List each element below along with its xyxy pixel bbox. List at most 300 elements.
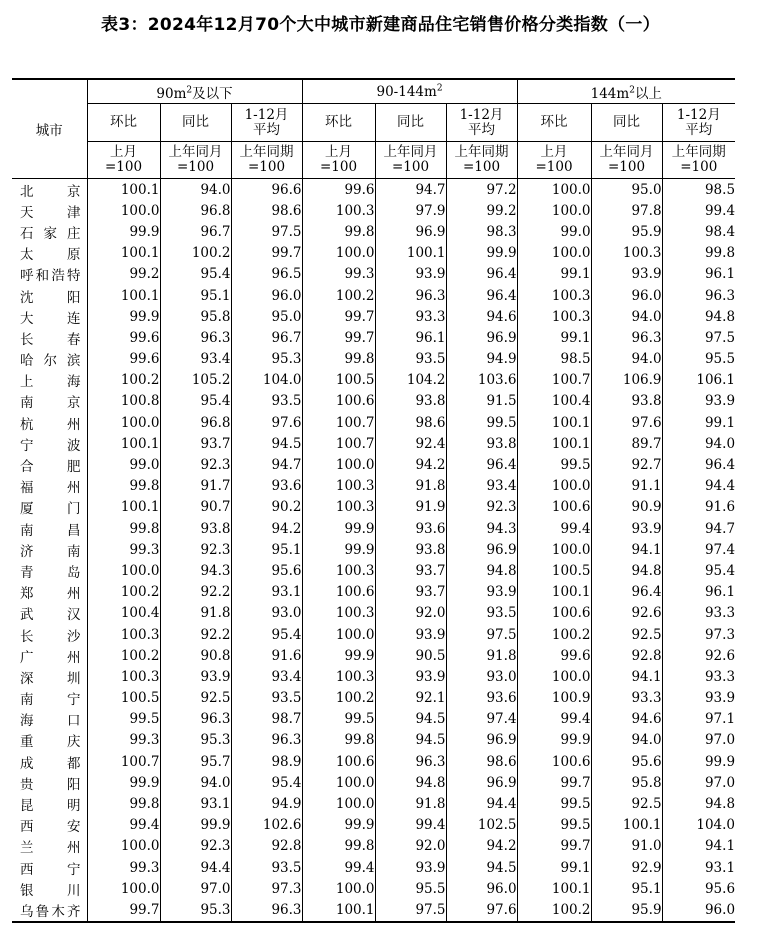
- value-large-yoy: 100.1: [591, 815, 662, 836]
- value-large-ytd: 95.5: [662, 349, 735, 370]
- value-large-ytd: 91.6: [662, 497, 735, 518]
- value-small-yoy: 105.2: [160, 370, 231, 391]
- table-row: [12, 221, 735, 242]
- value-medium-yoy: 93.7: [375, 582, 446, 603]
- value-large-ytd: 97.5: [662, 327, 735, 348]
- table-header: [12, 79, 735, 179]
- value-large-yoy: 97.8: [591, 200, 662, 221]
- value-medium-mom: 100.5: [302, 370, 375, 391]
- table-row: [12, 454, 735, 475]
- value-small-yoy: 99.9: [160, 815, 231, 836]
- value-small-yoy: 94.0: [160, 179, 231, 201]
- value-small-mom: 100.2: [87, 370, 160, 391]
- value-medium-mom: 100.0: [302, 772, 375, 793]
- value-medium-ytd: 93.8: [446, 433, 517, 454]
- value-small-ytd: 94.7: [231, 454, 302, 475]
- city-name: 成都: [20, 755, 81, 772]
- value-small-ytd: 98.6: [231, 200, 302, 221]
- value-large-mom: 100.0: [517, 666, 591, 687]
- value-small-ytd: 95.4: [231, 772, 302, 793]
- value-large-yoy: 97.6: [591, 412, 662, 433]
- city-name: 哈尔滨: [20, 353, 81, 370]
- value-medium-ytd: 93.0: [446, 666, 517, 687]
- value-medium-ytd: 99.9: [446, 243, 517, 264]
- value-small-mom: 99.4: [87, 815, 160, 836]
- value-large-yoy: 95.1: [591, 878, 662, 899]
- value-medium-ytd: 91.8: [446, 645, 517, 666]
- value-small-mom: 100.3: [87, 624, 160, 645]
- value-large-yoy: 92.8: [591, 645, 662, 666]
- table-row: [12, 349, 735, 370]
- value-small-ytd: 97.5: [231, 221, 302, 242]
- value-large-mom: 100.5: [517, 560, 591, 581]
- value-large-mom: 99.7: [517, 772, 591, 793]
- value-large-yoy: 94.6: [591, 709, 662, 730]
- value-large-yoy: 91.0: [591, 836, 662, 857]
- value-medium-ytd: 96.9: [446, 539, 517, 560]
- value-large-yoy: 92.9: [591, 857, 662, 878]
- city-name: 呼和浩特: [20, 268, 81, 285]
- value-medium-yoy: 98.6: [375, 412, 446, 433]
- table-row: [12, 200, 735, 221]
- city-column-header: 城市: [12, 79, 87, 179]
- value-small-mom: 100.0: [87, 412, 160, 433]
- value-medium-mom: 99.4: [302, 857, 375, 878]
- table-row: [12, 624, 735, 645]
- table-row: [12, 518, 735, 539]
- value-medium-mom: 100.3: [302, 200, 375, 221]
- value-large-yoy: 95.9: [591, 899, 662, 921]
- value-small-mom: 99.8: [87, 476, 160, 497]
- value-small-ytd: 93.6: [231, 476, 302, 497]
- base-header-ytd: 上年同期 =100: [231, 142, 302, 179]
- value-small-mom: 100.1: [87, 497, 160, 518]
- value-small-ytd: 95.6: [231, 560, 302, 581]
- value-medium-mom: 100.3: [302, 666, 375, 687]
- value-large-yoy: 92.5: [591, 624, 662, 645]
- city-name: 天津: [20, 204, 81, 221]
- metric-header-ytd: 1-12月 平均: [446, 104, 517, 142]
- value-small-mom: 100.1: [87, 433, 160, 454]
- table-row: [12, 793, 735, 814]
- value-large-ytd: 96.1: [662, 582, 735, 603]
- value-medium-mom: 100.3: [302, 476, 375, 497]
- table-row: [12, 264, 735, 285]
- value-medium-ytd: 97.6: [446, 899, 517, 921]
- value-small-mom: 99.8: [87, 793, 160, 814]
- value-large-ytd: 99.9: [662, 751, 735, 772]
- value-medium-yoy: 92.0: [375, 603, 446, 624]
- value-large-mom: 99.9: [517, 730, 591, 751]
- value-large-mom: 99.5: [517, 793, 591, 814]
- value-small-ytd: 98.9: [231, 751, 302, 772]
- value-large-yoy: 95.9: [591, 221, 662, 242]
- value-large-yoy: 93.9: [591, 518, 662, 539]
- value-large-yoy: 94.1: [591, 666, 662, 687]
- value-large-yoy: 94.8: [591, 560, 662, 581]
- value-small-ytd: 94.5: [231, 433, 302, 454]
- value-small-ytd: 90.2: [231, 497, 302, 518]
- value-medium-ytd: 94.9: [446, 349, 517, 370]
- value-small-yoy: 93.1: [160, 793, 231, 814]
- value-medium-yoy: 93.7: [375, 560, 446, 581]
- table-row: [12, 412, 735, 433]
- value-small-ytd: 96.0: [231, 285, 302, 306]
- value-medium-yoy: 97.9: [375, 200, 446, 221]
- metric-header-ytd: 1-12月 平均: [231, 104, 302, 142]
- city-name: 西安: [20, 819, 81, 836]
- value-small-mom: 99.0: [87, 454, 160, 475]
- value-small-mom: 99.6: [87, 327, 160, 348]
- value-large-mom: 100.6: [517, 603, 591, 624]
- table-row: [12, 899, 735, 921]
- metric-header-yoy: 同比: [591, 104, 662, 142]
- value-small-ytd: 93.5: [231, 857, 302, 878]
- value-small-ytd: 97.6: [231, 412, 302, 433]
- value-medium-mom: 99.9: [302, 645, 375, 666]
- table-row: [12, 285, 735, 306]
- value-small-yoy: 92.3: [160, 454, 231, 475]
- value-large-ytd: 93.1: [662, 857, 735, 878]
- table-row: [12, 688, 735, 709]
- base-header-mom: 上月 =100: [87, 142, 160, 179]
- value-small-yoy: 93.8: [160, 518, 231, 539]
- value-small-ytd: 93.4: [231, 666, 302, 687]
- city-name: 昆明: [20, 798, 81, 815]
- value-large-mom: 99.1: [517, 327, 591, 348]
- value-medium-yoy: 94.5: [375, 730, 446, 751]
- value-small-ytd: 91.6: [231, 645, 302, 666]
- value-large-ytd: 97.0: [662, 730, 735, 751]
- city-name: 南昌: [20, 522, 81, 539]
- value-medium-yoy: 94.5: [375, 709, 446, 730]
- value-small-ytd: 94.9: [231, 793, 302, 814]
- city-name: 南宁: [20, 692, 81, 709]
- value-medium-yoy: 93.9: [375, 264, 446, 285]
- value-medium-yoy: 96.1: [375, 327, 446, 348]
- value-medium-yoy: 97.5: [375, 899, 446, 921]
- table-row: [12, 709, 735, 730]
- value-small-yoy: 91.8: [160, 603, 231, 624]
- base-header-yoy: 上年同月 =100: [160, 142, 231, 179]
- value-small-mom: 99.7: [87, 899, 160, 921]
- value-small-ytd: 96.3: [231, 730, 302, 751]
- value-large-ytd: 94.7: [662, 518, 735, 539]
- value-small-mom: 99.9: [87, 221, 160, 242]
- value-small-yoy: 95.3: [160, 730, 231, 751]
- base-header-mom: 上月 =100: [517, 142, 591, 179]
- city-name: 厦门: [20, 501, 81, 518]
- city-name: 广州: [20, 649, 81, 666]
- value-medium-mom: 100.0: [302, 454, 375, 475]
- value-medium-mom: 100.3: [302, 497, 375, 518]
- value-medium-yoy: 96.9: [375, 221, 446, 242]
- value-small-yoy: 93.9: [160, 666, 231, 687]
- value-small-yoy: 96.7: [160, 221, 231, 242]
- value-small-ytd: 93.0: [231, 603, 302, 624]
- value-large-mom: 100.1: [517, 433, 591, 454]
- value-large-mom: 100.6: [517, 497, 591, 518]
- value-small-ytd: 95.3: [231, 349, 302, 370]
- table-row: [12, 327, 735, 348]
- value-large-mom: 100.0: [517, 179, 591, 201]
- value-small-yoy: 96.8: [160, 412, 231, 433]
- value-small-mom: 100.4: [87, 603, 160, 624]
- value-small-ytd: 99.7: [231, 243, 302, 264]
- value-small-mom: 99.8: [87, 518, 160, 539]
- table-row: [12, 539, 735, 560]
- value-small-mom: 99.3: [87, 857, 160, 878]
- value-medium-ytd: 94.2: [446, 836, 517, 857]
- value-small-ytd: 93.1: [231, 582, 302, 603]
- value-large-ytd: 99.8: [662, 243, 735, 264]
- city-name: 重庆: [20, 734, 81, 751]
- value-small-ytd: 93.5: [231, 688, 302, 709]
- table-row: [12, 878, 735, 899]
- table-row: [12, 560, 735, 581]
- value-large-ytd: 93.3: [662, 603, 735, 624]
- base-header-row: [12, 142, 735, 179]
- value-large-mom: 100.0: [517, 243, 591, 264]
- value-medium-mom: 100.6: [302, 751, 375, 772]
- value-medium-ytd: 96.9: [446, 730, 517, 751]
- value-small-yoy: 95.7: [160, 751, 231, 772]
- metric-header-mom: 环比: [302, 104, 375, 142]
- city-name: 杭州: [20, 416, 81, 433]
- value-medium-yoy: 93.8: [375, 539, 446, 560]
- value-medium-ytd: 97.4: [446, 709, 517, 730]
- value-large-mom: 100.0: [517, 476, 591, 497]
- price-index-table: [12, 78, 735, 923]
- value-medium-ytd: 97.5: [446, 624, 517, 645]
- value-large-ytd: 94.0: [662, 433, 735, 454]
- value-medium-mom: 100.3: [302, 603, 375, 624]
- value-small-ytd: 104.0: [231, 370, 302, 391]
- value-large-ytd: 106.1: [662, 370, 735, 391]
- table-body: [12, 179, 735, 922]
- value-small-ytd: 96.5: [231, 264, 302, 285]
- value-small-mom: 100.1: [87, 179, 160, 201]
- value-medium-ytd: 94.3: [446, 518, 517, 539]
- value-medium-mom: 100.0: [302, 243, 375, 264]
- value-medium-ytd: 103.6: [446, 370, 517, 391]
- value-large-yoy: 90.9: [591, 497, 662, 518]
- value-large-yoy: 92.7: [591, 454, 662, 475]
- value-medium-mom: 99.9: [302, 539, 375, 560]
- city-name: 长春: [20, 331, 81, 348]
- value-large-ytd: 94.1: [662, 836, 735, 857]
- value-medium-ytd: 92.3: [446, 497, 517, 518]
- value-medium-mom: 100.0: [302, 878, 375, 899]
- value-small-ytd: 96.7: [231, 327, 302, 348]
- city-name: 南京: [20, 395, 81, 412]
- table-row: [12, 645, 735, 666]
- group-header-small: $90m^2$及以下: [87, 79, 302, 104]
- table-row: [12, 391, 735, 412]
- value-large-yoy: 95.0: [591, 179, 662, 201]
- value-medium-yoy: 92.1: [375, 688, 446, 709]
- value-medium-mom: 100.0: [302, 793, 375, 814]
- value-medium-yoy: 93.5: [375, 349, 446, 370]
- value-small-yoy: 95.4: [160, 391, 231, 412]
- table-row: [12, 772, 735, 793]
- value-large-ytd: 94.8: [662, 306, 735, 327]
- metric-header-mom: 环比: [517, 104, 591, 142]
- city-name: 合肥: [20, 459, 81, 476]
- base-header-ytd: 上年同期 =100: [662, 142, 735, 179]
- city-name: 海口: [20, 713, 81, 730]
- value-large-mom: 100.2: [517, 899, 591, 921]
- value-medium-mom: 99.7: [302, 306, 375, 327]
- value-medium-mom: 100.7: [302, 412, 375, 433]
- value-small-yoy: 95.4: [160, 264, 231, 285]
- value-medium-ytd: 98.3: [446, 221, 517, 242]
- value-large-ytd: 92.6: [662, 645, 735, 666]
- city-name: 沈阳: [20, 289, 81, 306]
- value-medium-mom: 100.0: [302, 624, 375, 645]
- value-large-yoy: 93.9: [591, 264, 662, 285]
- value-small-yoy: 92.2: [160, 582, 231, 603]
- value-medium-yoy: 99.4: [375, 815, 446, 836]
- value-small-ytd: 97.3: [231, 878, 302, 899]
- value-small-mom: 100.5: [87, 688, 160, 709]
- value-large-mom: 99.6: [517, 645, 591, 666]
- value-small-yoy: 95.3: [160, 899, 231, 921]
- value-medium-mom: 100.6: [302, 582, 375, 603]
- page-title: 表3：2024年12月70个大中城市新建商品住宅销售价格分类指数（一）: [101, 15, 660, 35]
- value-medium-yoy: 100.1: [375, 243, 446, 264]
- city-name: 北京: [20, 183, 81, 200]
- value-large-mom: 99.7: [517, 836, 591, 857]
- value-medium-ytd: 91.5: [446, 391, 517, 412]
- value-large-mom: 100.1: [517, 582, 591, 603]
- city-name: 武汉: [20, 607, 81, 624]
- value-medium-yoy: 92.0: [375, 836, 446, 857]
- value-large-mom: 100.9: [517, 688, 591, 709]
- value-small-mom: 100.3: [87, 666, 160, 687]
- value-small-ytd: 102.6: [231, 815, 302, 836]
- metric-header-row: [12, 104, 735, 142]
- table-row: [12, 179, 735, 201]
- value-small-yoy: 100.2: [160, 243, 231, 264]
- value-small-yoy: 90.7: [160, 497, 231, 518]
- value-large-ytd: 94.8: [662, 793, 735, 814]
- value-medium-ytd: 94.6: [446, 306, 517, 327]
- value-medium-ytd: 96.4: [446, 454, 517, 475]
- value-large-mom: 100.3: [517, 306, 591, 327]
- value-medium-ytd: 97.2: [446, 179, 517, 201]
- value-medium-ytd: 93.5: [446, 603, 517, 624]
- value-medium-mom: 100.3: [302, 560, 375, 581]
- value-large-ytd: 93.9: [662, 391, 735, 412]
- value-large-mom: 99.1: [517, 264, 591, 285]
- value-large-ytd: 104.0: [662, 815, 735, 836]
- metric-header-ytd: 1-12月 平均: [662, 104, 735, 142]
- value-large-mom: 99.5: [517, 454, 591, 475]
- value-medium-yoy: 92.4: [375, 433, 446, 454]
- city-name: 上海: [20, 374, 81, 391]
- city-name: 宁波: [20, 437, 81, 454]
- value-medium-ytd: 98.6: [446, 751, 517, 772]
- value-small-mom: 100.1: [87, 243, 160, 264]
- value-small-ytd: 95.0: [231, 306, 302, 327]
- city-name: 石家庄: [20, 225, 81, 242]
- value-medium-ytd: 96.4: [446, 285, 517, 306]
- value-large-yoy: 95.6: [591, 751, 662, 772]
- value-medium-ytd: 96.9: [446, 327, 517, 348]
- value-large-mom: 100.4: [517, 391, 591, 412]
- city-name: 大连: [20, 310, 81, 327]
- value-large-yoy: 93.3: [591, 688, 662, 709]
- value-medium-yoy: 93.9: [375, 857, 446, 878]
- value-small-ytd: 93.5: [231, 391, 302, 412]
- value-large-mom: 99.0: [517, 221, 591, 242]
- value-large-ytd: 96.0: [662, 899, 735, 921]
- value-large-mom: 100.2: [517, 624, 591, 645]
- value-large-ytd: 96.4: [662, 454, 735, 475]
- value-medium-yoy: 90.5: [375, 645, 446, 666]
- value-medium-yoy: 93.9: [375, 666, 446, 687]
- value-medium-mom: 100.7: [302, 433, 375, 454]
- group-header-large: $144m^2$以上: [517, 79, 735, 104]
- value-large-ytd: 97.1: [662, 709, 735, 730]
- value-medium-mom: 99.8: [302, 730, 375, 751]
- value-large-yoy: 91.1: [591, 476, 662, 497]
- value-small-yoy: 93.7: [160, 433, 231, 454]
- value-medium-mom: 99.8: [302, 836, 375, 857]
- value-medium-mom: 99.8: [302, 349, 375, 370]
- value-large-ytd: 97.3: [662, 624, 735, 645]
- value-medium-yoy: 93.3: [375, 306, 446, 327]
- value-large-mom: 99.5: [517, 815, 591, 836]
- group-header-medium: $90-144m^2$: [302, 79, 517, 104]
- base-header-yoy: 上年同月 =100: [591, 142, 662, 179]
- value-large-yoy: 96.3: [591, 327, 662, 348]
- value-small-yoy: 91.7: [160, 476, 231, 497]
- table-row: [12, 815, 735, 836]
- value-small-mom: 100.2: [87, 645, 160, 666]
- city-name: 太原: [20, 247, 81, 264]
- table-row: [12, 730, 735, 751]
- value-large-yoy: 93.8: [591, 391, 662, 412]
- value-small-mom: 100.0: [87, 200, 160, 221]
- value-medium-yoy: 93.6: [375, 518, 446, 539]
- value-medium-yoy: 94.8: [375, 772, 446, 793]
- table-row: [12, 370, 735, 391]
- value-large-mom: 100.3: [517, 285, 591, 306]
- value-medium-ytd: 96.4: [446, 264, 517, 285]
- value-medium-yoy: 93.9: [375, 624, 446, 645]
- value-small-mom: 100.7: [87, 751, 160, 772]
- value-small-ytd: 96.3: [231, 899, 302, 921]
- table-row: [12, 243, 735, 264]
- value-large-yoy: 94.1: [591, 539, 662, 560]
- value-large-ytd: 95.4: [662, 560, 735, 581]
- city-name: 郑州: [20, 586, 81, 603]
- value-small-yoy: 92.5: [160, 688, 231, 709]
- table-row: [12, 582, 735, 603]
- city-name: 青岛: [20, 564, 81, 581]
- value-large-ytd: 97.0: [662, 772, 735, 793]
- value-medium-ytd: 93.6: [446, 688, 517, 709]
- value-medium-ytd: 102.5: [446, 815, 517, 836]
- value-medium-yoy: 94.2: [375, 454, 446, 475]
- value-medium-mom: 100.2: [302, 688, 375, 709]
- value-medium-mom: 99.7: [302, 327, 375, 348]
- value-large-ytd: 93.3: [662, 666, 735, 687]
- city-name: 银川: [20, 882, 81, 899]
- value-small-ytd: 94.2: [231, 518, 302, 539]
